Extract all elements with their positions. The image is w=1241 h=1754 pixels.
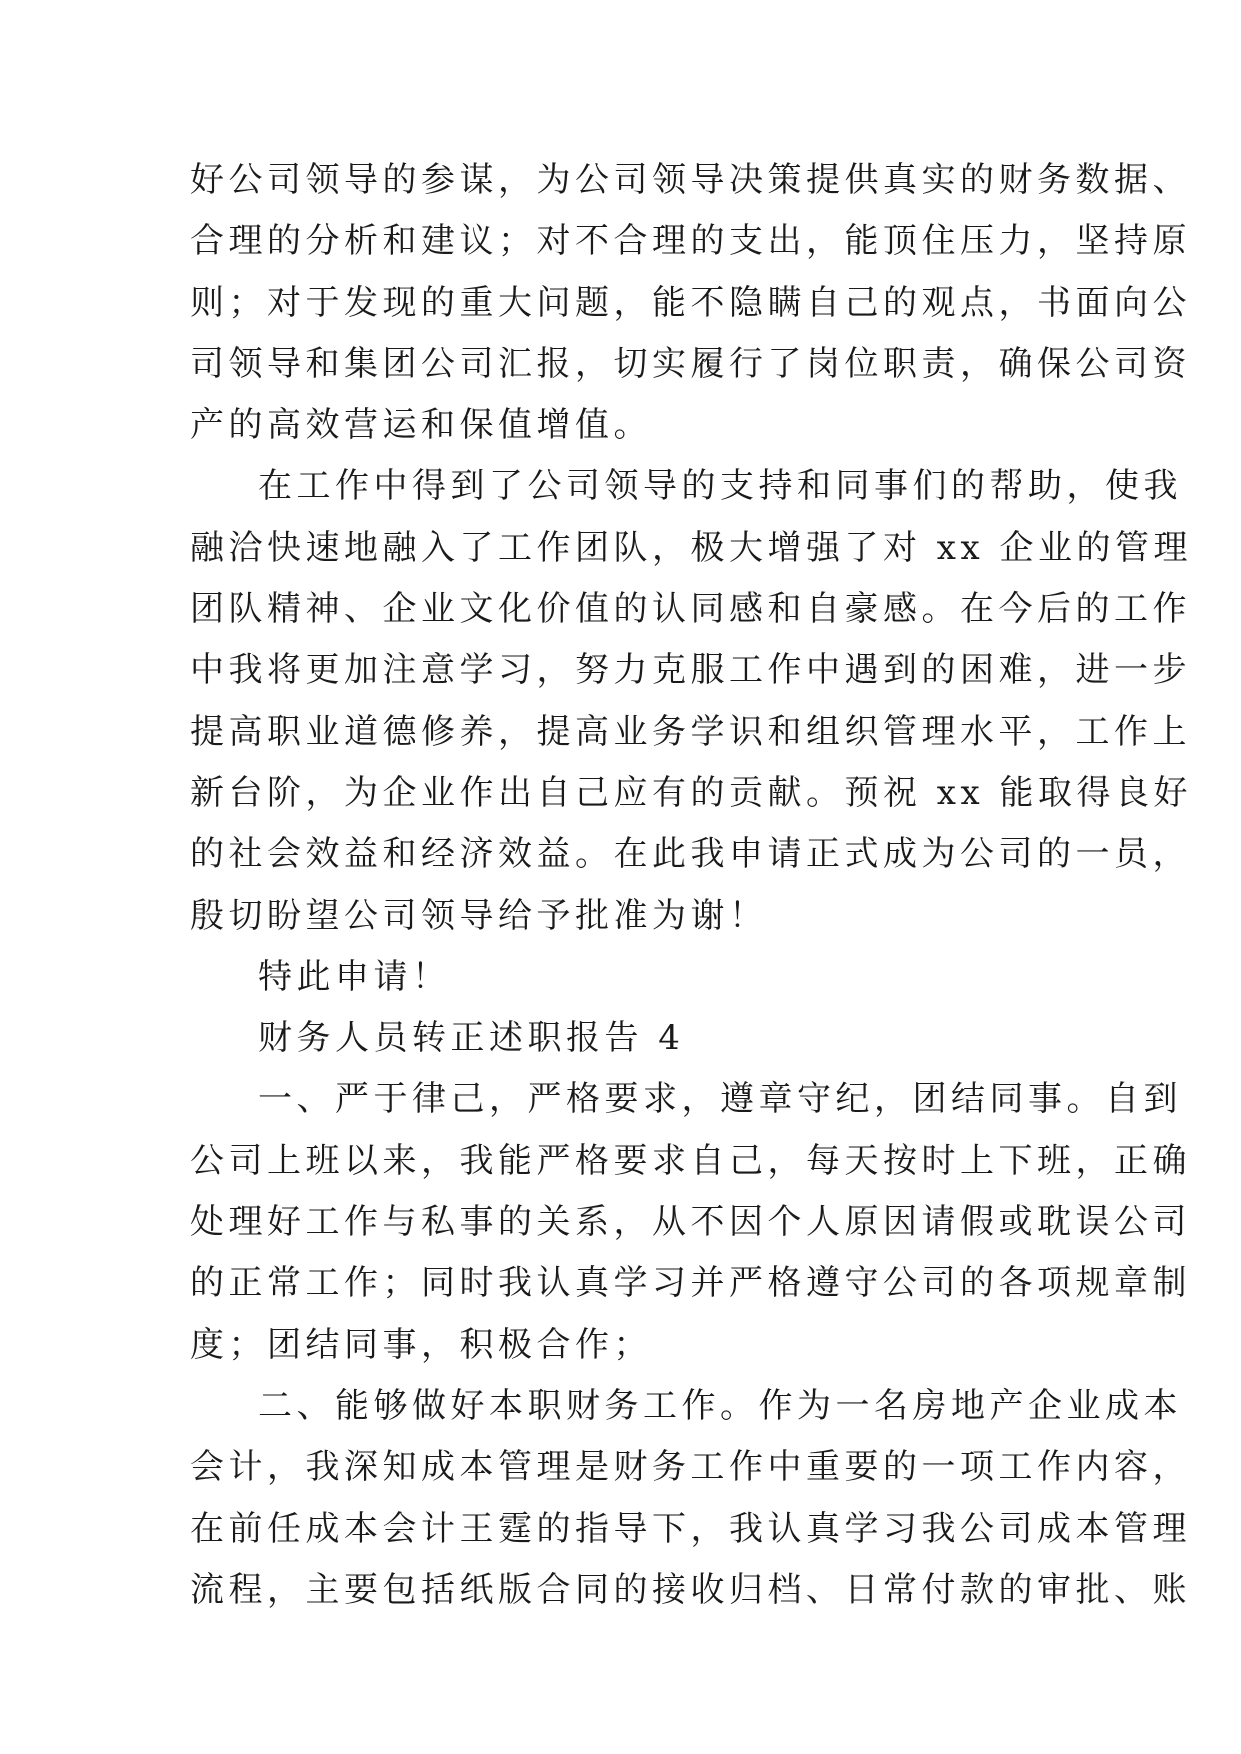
text-line: 则；对于发现的重大问题，能不隐瞒自己的观点，书面向公 (190, 282, 1191, 323)
text-line: 的正常工作；同时我认真学习并严格遵守公司的各项规章制 (190, 1263, 1191, 1304)
text-line: 公司上班以来，我能严格要求自己，每天按时上下班，正确 (190, 1140, 1191, 1181)
text-line: 合理的分析和建议；对不合理的支出，能顶住压力，坚持原 (190, 221, 1191, 262)
paragraph-start-line: 二、能够做好本职财务工作。作为一名房地产企业成本 (258, 1385, 1182, 1426)
text-line: 会计，我深知成本管理是财务工作中重要的一项工作内容， (190, 1447, 1191, 1488)
text-line: 中我将更加注意学习，努力克服工作中遇到的困难，进一步 (190, 650, 1191, 691)
text-line: 司领导和集团公司汇报，切实履行了岗位职责，确保公司资 (190, 343, 1191, 384)
paragraph-start-line: 一、严于律己，严格要求，遵章守纪，团结同事。自到 (258, 1079, 1182, 1120)
text-line: 好公司领导的参谋，为公司领导决策提供真实的财务数据、 (190, 160, 1191, 200)
text-line: 处理好工作与私事的关系，从不因个人原因请假或耽误公司 (190, 1202, 1191, 1243)
text-line: 产的高效营运和保值增值。 (190, 405, 652, 446)
text-line: 度；团结同事，积极合作； (190, 1324, 652, 1365)
text-line: 融洽快速地融入了工作团队，极大增强了对 xx 企业的管理 (190, 527, 1192, 568)
paragraph-start-line: 在工作中得到了公司领导的支持和同事们的帮助，使我 (258, 466, 1182, 507)
document-body (190, 150, 1192, 1621)
closing-line: 特此申请！ (258, 956, 451, 997)
section-heading: 财务人员转正述职报告 4 (258, 1018, 685, 1059)
text-line: 新台阶，为企业作出自己应有的贡献。预祝 xx 能取得良好 (190, 772, 1192, 813)
text-line: 殷切盼望公司领导给予批准为谢！ (190, 895, 768, 936)
text-line: 的社会效益和经济效益。在此我申请正式成为公司的一员， (190, 834, 1191, 875)
text-line: 提高职业道德修养，提高业务学识和组织管理水平，工作上 (190, 711, 1191, 752)
text-line: 团队精神、企业文化价值的认同感和自豪感。在今后的工作 (190, 589, 1191, 630)
text-line: 在前任成本会计王霆的指导下，我认真学习我公司成本管理 (190, 1508, 1191, 1549)
text-line: 流程，主要包括纸版合同的接收归档、日常付款的审批、账 (190, 1569, 1191, 1610)
